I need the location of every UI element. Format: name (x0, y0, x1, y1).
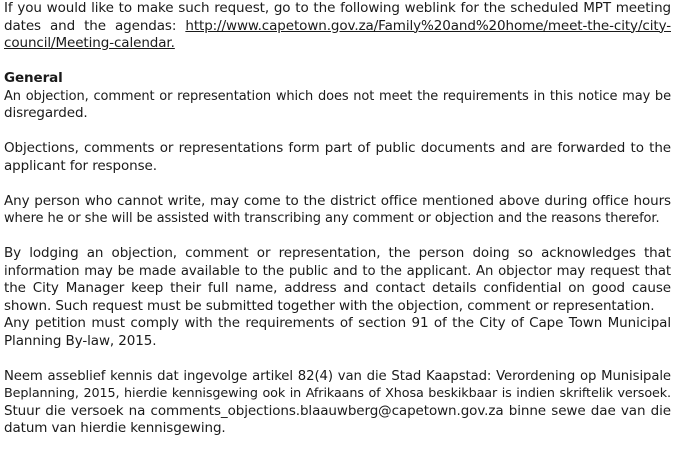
meeting-calendar-link-part-1[interactable]: http://www.capetown.gov.za/Family%20and%20home/meet-the-city/city- (185, 17, 671, 34)
intro-line-2 (4, 18, 671, 36)
paragraph-line: Any person who cannot write, may come to the district office mentioned above during office hours (4, 192, 671, 209)
paragraph-line: Neem asseblief kennis dat ingevolge artikel 82(4) van die Stad Kaapstad: Verordening op Munisipale (4, 368, 671, 384)
paragraph-line: An objection, comment or representation which does not meet the requirements in this notice may be (4, 88, 671, 104)
paragraph-public-documents (4, 140, 671, 175)
general-heading: General (4, 70, 63, 86)
paragraph-line: applicant for response. (4, 157, 157, 174)
intro-line-2-prefix: dates and the agendas: (4, 17, 177, 34)
paragraph-line: shown. Such request must be submitted together with the objection, comment or representation. (4, 297, 655, 314)
paragraph-line: the City Manager keep their full name, address and contact details confidential on good cause (4, 280, 671, 296)
document-body (4, 0, 671, 438)
paragraph-petition (4, 315, 671, 350)
paragraph-cannot-write (4, 193, 671, 228)
paragraph-requirements (4, 88, 671, 123)
paragraph-line: Beplanning, 2015, hierdie kennisgewing ook in Afrikaans of Xhosa beskikbaar is indien skriftelik versoek. (4, 386, 671, 401)
paragraph-line: datum van hierdie kennisgewing. (4, 420, 226, 436)
paragraph-line: where he or she will be assisted with transcribing any comment or objection and the reasons therefor. (4, 211, 660, 226)
paragraph-line: information may be made available to the public and to the applicant. An objector may request that (4, 263, 671, 279)
meeting-calendar-link-part-2[interactable]: council/Meeting-calendar. (4, 35, 175, 51)
intro-paragraph (4, 0, 671, 53)
paragraph-line: Planning By-law, 2015. (4, 332, 157, 349)
paragraph-confidentiality (4, 245, 671, 315)
paragraph-line: Stuur die versoek na comments_objections.blaauwberg@capetown.gov.za binne sewe dae van die (4, 402, 671, 419)
intro-line-3 (4, 35, 671, 53)
paragraph-afrikaans-notice (4, 368, 671, 438)
general-section (4, 70, 671, 88)
paragraph-line: disregarded. (4, 105, 88, 121)
paragraph-line: Any petition must comply with the requirements of section 91 of the City of Cape Town Municipal (4, 315, 671, 331)
paragraph-line: Objections, comments or representations form part of public documents and are forwarded to the (4, 140, 671, 156)
intro-line-1: If you would like to make such request, go to the following weblink for the scheduled MPT meeting (4, 0, 671, 16)
paragraph-line: By lodging an objection, comment or representation, the person doing so acknowledges that (4, 245, 671, 261)
